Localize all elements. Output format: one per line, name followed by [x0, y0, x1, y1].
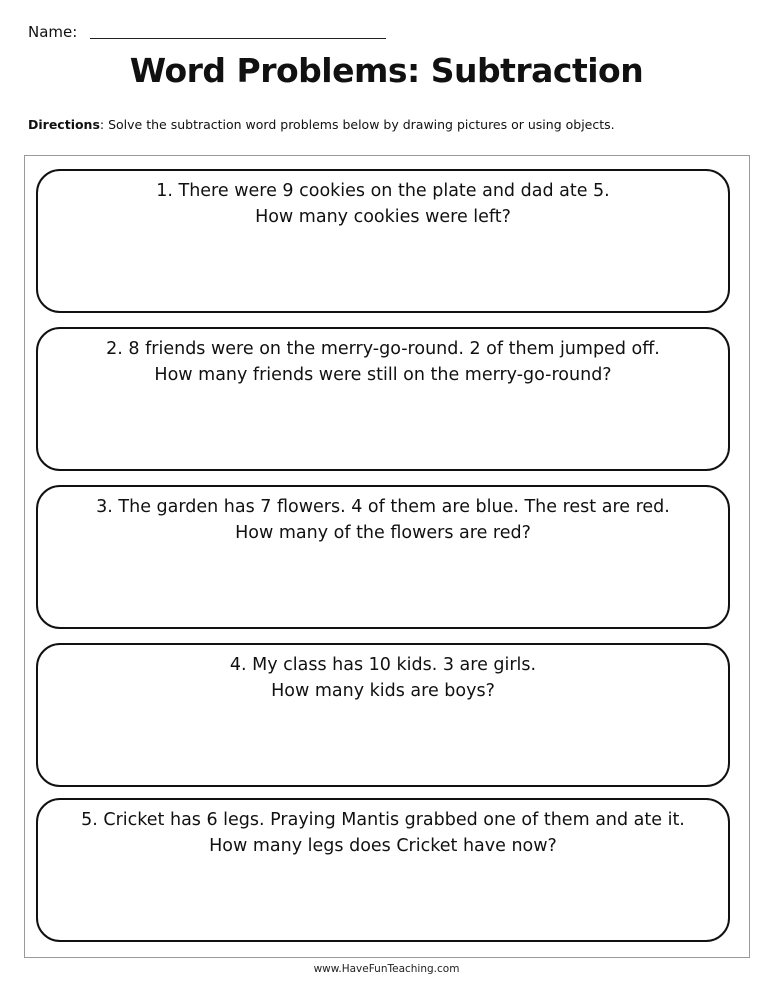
problem-3-question: How many of the flowers are red? — [235, 523, 531, 543]
problem-4-question: How many kids are boys? — [271, 681, 495, 701]
footer-url: www.HaveFunTeaching.com — [313, 963, 460, 975]
name-input-line[interactable] — [90, 38, 386, 39]
problem-box-5[interactable] — [36, 798, 730, 942]
directions — [28, 116, 615, 134]
problem-1-question: How many cookies were left? — [255, 207, 511, 227]
problem-5-question: How many legs does Cricket have now? — [209, 836, 557, 856]
problem-2-statement: 2. 8 friends were on the merry-go-round. 2 of them jumped off. — [106, 339, 660, 359]
directions-text: : Solve the subtraction word problems below by drawing pictures or using objects. — [99, 117, 615, 132]
page-title: Word Problems: Subtraction — [129, 51, 644, 90]
directions-label: Directions — [28, 117, 100, 132]
problem-box-3[interactable] — [36, 485, 730, 629]
problem-box-1[interactable] — [36, 169, 730, 313]
problem-2-question: How many friends were still on the merry-go-round? — [154, 365, 612, 385]
name-row — [28, 22, 408, 42]
problem-5-statement: 5. Cricket has 6 legs. Praying Mantis grabbed one of them and ate it. — [81, 810, 685, 830]
problem-box-2[interactable] — [36, 327, 730, 471]
problem-1-statement: 1. There were 9 cookies on the plate and dad ate 5. — [156, 181, 610, 201]
name-label: Name: — [28, 23, 78, 41]
problem-3-statement: 3. The garden has 7 flowers. 4 of them are blue. The rest are red. — [96, 497, 670, 517]
problem-4-statement: 4. My class has 10 kids. 3 are girls. — [229, 655, 537, 675]
problem-box-4[interactable] — [36, 643, 730, 787]
